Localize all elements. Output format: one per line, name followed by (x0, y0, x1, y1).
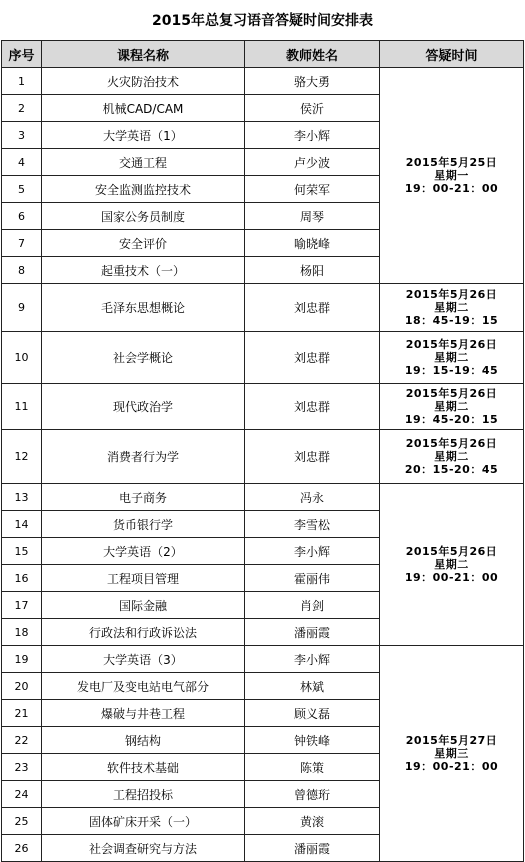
row-number: 18 (2, 619, 42, 646)
row-number: 14 (2, 511, 42, 538)
qa-time-time: 18：45-19：15 (404, 314, 499, 327)
course-name: 消费者行为学 (42, 430, 245, 484)
qa-time-date: 2015年5月25日 (405, 156, 498, 169)
teacher-name: 林斌 (245, 673, 380, 700)
qa-time-slot (380, 430, 524, 484)
course-name: 软件技术基础 (42, 754, 245, 781)
qa-time-date: 2015年5月26日 (405, 437, 498, 450)
row-number: 17 (2, 592, 42, 619)
row-number: 26 (2, 835, 42, 862)
row-number: 16 (2, 565, 42, 592)
course-name: 电子商务 (42, 484, 245, 511)
qa-time-date: 2015年5月26日 (405, 338, 498, 351)
row-number: 12 (2, 430, 42, 484)
qa-time-slot (380, 332, 524, 384)
table-row (2, 484, 524, 511)
qa-time-time: 19：00-21：00 (404, 182, 499, 195)
course-name: 工程项目管理 (42, 565, 245, 592)
qa-time-time: 19：15-19：45 (404, 364, 499, 377)
header-time: 答疑时间 (380, 41, 524, 68)
header-row (2, 41, 524, 68)
qa-time-slot (380, 284, 524, 332)
teacher-name: 刘忠群 (245, 284, 380, 332)
course-name: 行政法和行政诉讼法 (42, 619, 245, 646)
qa-time-weekday: 星期二 (434, 450, 469, 463)
qa-time-weekday: 星期二 (434, 400, 469, 413)
row-number: 8 (2, 257, 42, 284)
page-title: 2015年总复习语音答疑时间安排表 (152, 13, 373, 29)
teacher-name: 刘忠群 (245, 384, 380, 430)
course-name: 社会调查研究与方法 (42, 835, 245, 862)
qa-time-slot (380, 68, 524, 284)
row-number: 22 (2, 727, 42, 754)
course-name: 爆破与井巷工程 (42, 700, 245, 727)
table-row (2, 68, 524, 95)
qa-time-weekday: 星期三 (434, 747, 469, 760)
qa-time-time: 19：45-20：15 (404, 413, 499, 426)
schedule-table (1, 40, 524, 862)
table-row (2, 384, 524, 430)
teacher-name: 周琴 (245, 203, 380, 230)
table-row (2, 646, 524, 673)
teacher-name: 刘忠群 (245, 430, 380, 484)
course-name: 大学英语（2） (42, 538, 245, 565)
qa-time-time: 20：15-20：45 (404, 463, 499, 476)
course-name: 安全监测监控技术 (42, 176, 245, 203)
teacher-name: 李小辉 (245, 646, 380, 673)
course-name: 现代政治学 (42, 384, 245, 430)
teacher-name: 刘忠群 (245, 332, 380, 384)
course-name: 发电厂及变电站电气部分 (42, 673, 245, 700)
teacher-name: 霍丽伟 (245, 565, 380, 592)
qa-time-time: 19：00-21：00 (404, 571, 499, 584)
teacher-name: 骆大勇 (245, 68, 380, 95)
teacher-name: 顾义磊 (245, 700, 380, 727)
row-number: 25 (2, 808, 42, 835)
course-name: 国家公务员制度 (42, 203, 245, 230)
row-number: 2 (2, 95, 42, 122)
course-name: 社会学概论 (42, 332, 245, 384)
qa-time-slot (380, 384, 524, 430)
teacher-name: 侯沂 (245, 95, 380, 122)
row-number: 9 (2, 284, 42, 332)
teacher-name: 杨阳 (245, 257, 380, 284)
teacher-name: 冯永 (245, 484, 380, 511)
header-no: 序号 (2, 41, 42, 68)
course-name: 工程招投标 (42, 781, 245, 808)
table-row (2, 332, 524, 384)
course-name: 毛泽东思想概论 (42, 284, 245, 332)
qa-time-time: 19：00-21：00 (404, 760, 499, 773)
row-number: 10 (2, 332, 42, 384)
row-number: 23 (2, 754, 42, 781)
course-name: 交通工程 (42, 149, 245, 176)
teacher-name: 李雪松 (245, 511, 380, 538)
qa-time-weekday: 星期一 (434, 169, 469, 182)
teacher-name: 曾德珩 (245, 781, 380, 808)
course-name: 大学英语（3） (42, 646, 245, 673)
teacher-name: 潘丽霞 (245, 835, 380, 862)
teacher-name: 李小辉 (245, 538, 380, 565)
teacher-name: 喻晓峰 (245, 230, 380, 257)
teacher-name: 卢少波 (245, 149, 380, 176)
table-row (2, 430, 524, 484)
course-name: 固体矿床开采（一） (42, 808, 245, 835)
qa-time-date: 2015年5月26日 (405, 545, 498, 558)
qa-time-date: 2015年5月26日 (405, 387, 498, 400)
header-course: 课程名称 (42, 41, 245, 68)
row-number: 13 (2, 484, 42, 511)
qa-time-weekday: 星期二 (434, 301, 469, 314)
course-name: 起重技术（一） (42, 257, 245, 284)
row-number: 21 (2, 700, 42, 727)
qa-time-weekday: 星期二 (434, 558, 469, 571)
qa-time-slot (380, 484, 524, 646)
qa-time-slot (380, 646, 524, 862)
course-name: 机械CAD/CAM (42, 95, 245, 122)
teacher-name: 李小辉 (245, 122, 380, 149)
row-number: 19 (2, 646, 42, 673)
header-teacher: 教师姓名 (245, 41, 380, 68)
row-number: 5 (2, 176, 42, 203)
teacher-name: 何荣军 (245, 176, 380, 203)
row-number: 7 (2, 230, 42, 257)
table-row (2, 284, 524, 332)
row-number: 6 (2, 203, 42, 230)
course-name: 安全评价 (42, 230, 245, 257)
course-name: 钢结构 (42, 727, 245, 754)
row-number: 20 (2, 673, 42, 700)
teacher-name: 潘丽霞 (245, 619, 380, 646)
course-name: 货币银行学 (42, 511, 245, 538)
row-number: 4 (2, 149, 42, 176)
course-name: 火灾防治技术 (42, 68, 245, 95)
course-name: 大学英语（1） (42, 122, 245, 149)
row-number: 11 (2, 384, 42, 430)
row-number: 3 (2, 122, 42, 149)
qa-time-date: 2015年5月27日 (405, 734, 498, 747)
row-number: 1 (2, 68, 42, 95)
teacher-name: 黄滚 (245, 808, 380, 835)
teacher-name: 陈策 (245, 754, 380, 781)
row-number: 24 (2, 781, 42, 808)
course-name: 国际金融 (42, 592, 245, 619)
teacher-name: 肖剑 (245, 592, 380, 619)
teacher-name: 钟铁峰 (245, 727, 380, 754)
qa-time-weekday: 星期二 (434, 351, 469, 364)
qa-time-date: 2015年5月26日 (405, 288, 498, 301)
row-number: 15 (2, 538, 42, 565)
